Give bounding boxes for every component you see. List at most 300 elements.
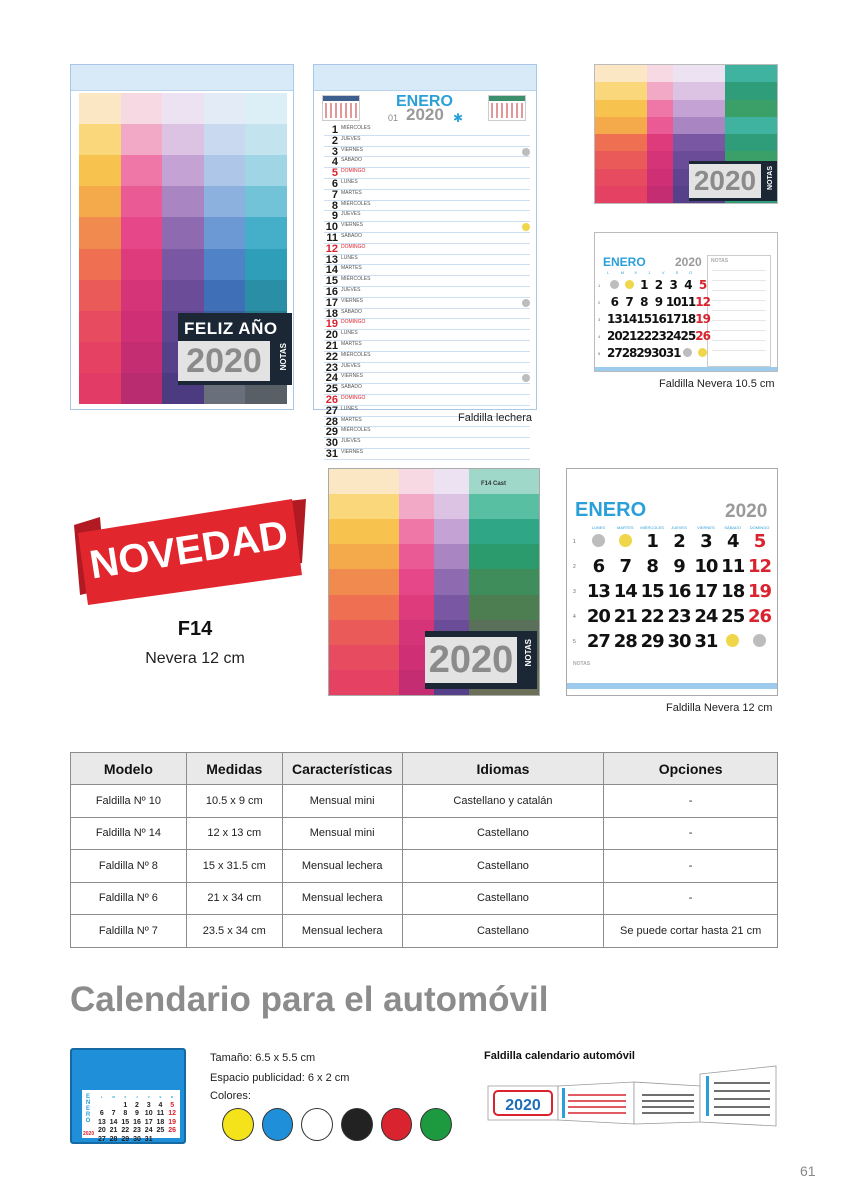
weekday-label: DOMINGO: [749, 525, 770, 530]
table-header-cell: Medidas: [186, 753, 282, 785]
car-calendar-day: 16: [133, 1118, 141, 1126]
car-calendar-card: [82, 1090, 180, 1143]
day-number: 31: [325, 447, 338, 460]
car-calendar-day: 9: [135, 1110, 139, 1117]
day-weekday: VIERNES: [341, 448, 363, 455]
calendar-day: 5: [698, 278, 707, 292]
calendar-day: 8: [646, 556, 658, 577]
ad-space-spec: Espacio publicidad: 6 x 2 cm: [210, 1072, 350, 1084]
star-icon: ✱: [453, 111, 464, 125]
section-title: Calendario para el automóvil: [70, 980, 549, 1019]
day-row: [324, 179, 530, 190]
weekday-label: LUNES: [591, 525, 606, 530]
calendar-day: 20: [607, 329, 622, 343]
table-cell: 10.5 x 9 cm: [186, 785, 282, 818]
calendar-day: 21: [621, 329, 637, 343]
day-weekday: DOMINGO: [341, 243, 366, 250]
day-row: [324, 330, 530, 341]
table-cell: Castellano: [402, 850, 604, 883]
novedad-ribbon: [70, 497, 310, 609]
calendar-year: 2020: [675, 255, 702, 269]
colors-label: Colores:: [210, 1090, 251, 1102]
weekday-label: MARTES: [616, 525, 634, 530]
color-swatch-blue: [262, 1108, 294, 1141]
color-swatches: [222, 1108, 452, 1140]
badge-year: 2020: [425, 637, 517, 683]
weekday-label: S: [675, 270, 679, 275]
badge-year: 2020: [689, 164, 761, 198]
car-calendar-day: 13: [97, 1118, 106, 1126]
notes-label: NOTAS: [711, 258, 729, 264]
weekday-label: V: [661, 270, 665, 275]
bottom-bar: [567, 683, 777, 689]
table-header-cell: Idiomas: [402, 753, 604, 785]
table-cell: -: [604, 817, 778, 850]
day-row: [324, 363, 530, 374]
table-cell: Faldilla Nº 6: [71, 882, 187, 915]
table-cell: -: [604, 850, 778, 883]
calendar-day: 2: [673, 531, 685, 552]
day-weekday: MARTES: [341, 265, 362, 272]
calendar-day: 19: [748, 581, 772, 602]
week-number: 2: [598, 300, 601, 305]
car-calendar-image: [70, 1048, 186, 1144]
calendar-day: 7: [619, 556, 632, 577]
faldilla-nevera-105-mosaic-image: [594, 64, 778, 204]
faldilla-lechera-mosaic-image: [70, 64, 294, 410]
table-cell: Castellano: [402, 882, 604, 915]
table-cell: Mensual lechera: [282, 850, 402, 883]
calendar-day: 19: [695, 312, 710, 326]
moon-phase-icon: [522, 148, 530, 156]
car-calendar-day: 17: [144, 1118, 153, 1126]
day-row: [324, 287, 530, 298]
weekday-label: M: [620, 270, 625, 275]
weekday-label: JUEVES: [671, 525, 687, 530]
calendar-day: 30: [667, 631, 691, 652]
calendar-day: 17: [665, 312, 681, 326]
table-header-row: [71, 753, 778, 785]
car-calendar-day: 5: [170, 1101, 175, 1109]
day-weekday: VIERNES: [341, 373, 363, 380]
car-weekday-label: X: [124, 1095, 127, 1099]
day-weekday: MARTES: [341, 416, 362, 423]
year-badge: [689, 161, 777, 201]
table-cell: Castellano: [402, 817, 604, 850]
day-row: [324, 233, 530, 244]
moon-phase-icon: [719, 631, 746, 656]
day-weekday: SÁBADO: [341, 308, 362, 315]
badge-title: FELIZ AÑO: [184, 319, 278, 338]
day-number: 4: [331, 156, 338, 169]
notes-label: NOTAS: [573, 661, 591, 667]
day-grid: [607, 277, 710, 362]
weekday-header: [585, 525, 773, 530]
day-number: 9: [331, 210, 338, 223]
calendar-month: ENERO: [603, 255, 646, 269]
day-weekday: DOMINGO: [341, 319, 366, 326]
day-row: [324, 255, 530, 266]
calendar-day: 20: [586, 606, 610, 627]
calendar-day: 25: [721, 606, 745, 627]
day-row: [324, 309, 530, 320]
day-number: 7: [331, 188, 338, 201]
car-calendar-strip-image: [484, 1064, 780, 1136]
car-calendar-day: 11: [156, 1110, 165, 1117]
calendar-day: 27: [607, 346, 622, 360]
table-cell: Mensual lechera: [282, 915, 402, 948]
calendar-day: 24: [665, 329, 681, 343]
day-row: [324, 276, 530, 287]
calendar-year: 2020: [725, 501, 768, 522]
car-calendar-day: 7: [111, 1110, 116, 1117]
week-number: 5: [573, 639, 576, 645]
calendar-day: 14: [613, 581, 637, 602]
weekday-label: D: [689, 270, 693, 275]
day-row: [324, 427, 530, 438]
day-number: 8: [331, 199, 338, 212]
car-weekday-label: J: [136, 1095, 138, 1099]
color-swatch-yellow: [222, 1108, 254, 1141]
day-number: 13: [325, 253, 338, 266]
weekday-label: J: [648, 270, 651, 275]
calendar-day: 1: [646, 531, 658, 552]
car-calendar-day: 1: [123, 1101, 128, 1109]
moon-phase-icon: [695, 345, 710, 362]
car-weekday-label: D: [171, 1095, 174, 1099]
day-number: 14: [325, 264, 338, 277]
week-number: 1: [573, 539, 576, 545]
week-number: 1: [598, 283, 601, 288]
models-table: [70, 752, 778, 948]
car-calendar-day: 6: [99, 1110, 104, 1117]
day-list: [324, 125, 530, 460]
color-swatch-red: [381, 1108, 413, 1141]
table-row: [71, 915, 778, 948]
day-number: 11: [326, 231, 338, 244]
weekday-label: SÁBADO: [724, 525, 742, 530]
day-row: [324, 190, 530, 201]
week-number: 3: [573, 589, 576, 595]
size-spec: Tamaño: 6.5 x 5.5 cm: [210, 1052, 316, 1064]
faldilla-nevera-12-calendar-image: [566, 468, 778, 696]
moon-phase-icon: [622, 277, 637, 294]
table-row: [71, 850, 778, 883]
hanger-strip: [71, 65, 293, 91]
day-number: 6: [331, 177, 338, 190]
strip-title: Faldilla calendario automóvil: [484, 1050, 635, 1062]
calendar-day: 11: [721, 556, 745, 577]
moon-phase-icon: [522, 223, 530, 231]
moon-phase-icon: [681, 345, 696, 362]
car-calendar-day: 22: [121, 1127, 130, 1134]
day-row: [324, 125, 530, 136]
calendar-day: 18: [680, 312, 696, 326]
day-number: 20: [325, 329, 338, 342]
day-number: 15: [325, 275, 338, 288]
car-month-letter: O: [85, 1118, 91, 1124]
car-month-letter: R: [85, 1112, 91, 1118]
calendar-day: 12: [695, 295, 710, 309]
calendar-day: 29: [636, 346, 652, 360]
car-calendar-day: [96, 1102, 108, 1111]
car-calendar-year: 2020: [83, 1131, 95, 1137]
calendar-day: 9: [673, 556, 685, 577]
year-badge: [178, 313, 292, 385]
day-weekday: JUEVES: [341, 286, 361, 293]
weekday-label: L: [607, 270, 610, 275]
table-header-cell: Modelo: [71, 753, 187, 785]
calendar-day: 12: [748, 556, 772, 577]
day-grid: [585, 531, 773, 656]
day-number: 5: [331, 167, 338, 180]
day-row: [324, 352, 530, 363]
moon-phase-icon: [522, 299, 530, 307]
calendar-day: 30: [651, 346, 666, 360]
calendar-day: 3: [700, 531, 712, 552]
day-number: 26: [325, 393, 338, 406]
calendar-day: 6: [592, 556, 605, 577]
month-number: 01: [388, 113, 399, 123]
page-number: 61: [800, 1163, 816, 1179]
car-calendar-day: 12: [168, 1110, 177, 1117]
calendar-day: 31: [665, 346, 681, 360]
car-calendar-day: [108, 1102, 120, 1111]
car-calendar-grid: [96, 1093, 178, 1144]
calendar-day: 5: [753, 531, 766, 552]
car-calendar-day: 21: [109, 1127, 118, 1134]
car-calendar-day: 25: [156, 1127, 165, 1134]
day-number: 10: [325, 221, 338, 234]
calendar-day: 4: [726, 531, 739, 552]
calendar-day: 25: [680, 329, 696, 343]
faldilla-nevera-105-calendar-image: [594, 232, 778, 372]
caption-nevera-12: Faldilla Nevera 12 cm: [666, 702, 773, 714]
day-weekday: DOMINGO: [341, 394, 366, 401]
car-weekday-label: S: [159, 1095, 162, 1099]
calendar-day: 11: [680, 295, 696, 309]
week-number: 2: [573, 564, 576, 570]
day-number: 3: [331, 145, 338, 158]
table-cell: 12 x 13 cm: [186, 817, 282, 850]
badge-notas: NOTAS: [279, 343, 288, 371]
calendar-day: 10: [665, 295, 681, 309]
day-number: 1: [331, 124, 338, 136]
day-row: [324, 438, 530, 449]
day-weekday: MARTES: [341, 340, 362, 347]
day-number: 28: [325, 415, 338, 428]
day-weekday: MIÉRCOLES: [341, 200, 371, 207]
day-number: 25: [325, 383, 338, 396]
car-calendar-day: 15: [121, 1118, 130, 1126]
car-calendar-day: 10: [144, 1110, 153, 1117]
car-calendar-day: 2: [135, 1101, 139, 1109]
table-cell: Faldilla Nº 14: [71, 817, 187, 850]
year-badge: [425, 631, 537, 689]
table-cell: 23.5 x 34 cm: [186, 915, 282, 948]
car-calendar-day: 30: [133, 1135, 141, 1143]
weekday-label: X: [634, 270, 638, 275]
table-cell: Mensual lechera: [282, 882, 402, 915]
car-calendar-day: [155, 1136, 167, 1145]
day-number: 22: [325, 350, 338, 363]
table-cell: 15 x 31.5 cm: [186, 850, 282, 883]
day-weekday: JUEVES: [341, 362, 361, 369]
calendar-day: 22: [636, 329, 652, 343]
car-month-letter: E: [85, 1106, 90, 1112]
moon-phase-icon: [607, 277, 622, 294]
day-row: [324, 201, 530, 212]
day-row: [324, 168, 530, 179]
calendar-day: 15: [640, 581, 664, 602]
strip-year: 2020: [505, 1097, 541, 1114]
day-row: [324, 265, 530, 276]
calendar-day: 26: [748, 606, 772, 627]
day-row: [324, 449, 530, 460]
table-row: [71, 817, 778, 850]
calendar-day: 26: [695, 329, 710, 343]
day-row: [324, 136, 530, 147]
day-row: [324, 244, 530, 255]
car-calendar-day: 29: [121, 1135, 130, 1143]
day-weekday: MIÉRCOLES: [341, 125, 371, 131]
day-weekday: SÁBADO: [341, 157, 362, 164]
day-row: [324, 384, 530, 395]
notes-box: [707, 255, 771, 367]
day-weekday: MIÉRCOLES: [341, 351, 371, 358]
caption-nevera-105: Faldilla Nevera 10.5 cm: [659, 378, 775, 390]
calendar-day: 24: [694, 606, 718, 627]
car-weekday-label: M: [112, 1095, 115, 1099]
day-weekday: MIÉRCOLES: [341, 276, 371, 283]
table-cell: Faldilla Nº 7: [71, 915, 187, 948]
table-cell: Mensual mini: [282, 785, 402, 818]
day-weekday: MARTES: [341, 189, 362, 196]
table-header-cell: Opciones: [604, 753, 778, 785]
day-number: 30: [325, 437, 338, 450]
novedad-text: NOVEDAD: [86, 512, 292, 588]
day-number: 12: [325, 242, 338, 255]
calendar-day: 10: [694, 556, 718, 577]
calendar-day: 13: [586, 581, 610, 602]
week-number: 5: [598, 351, 601, 356]
day-row: [324, 319, 530, 330]
moon-phase-icon: [612, 531, 639, 556]
calendar-day: 15: [636, 312, 652, 326]
car-calendar-day: 31: [144, 1135, 153, 1143]
calendar-day: 22: [640, 606, 664, 627]
calendar-day: 13: [607, 312, 622, 326]
day-weekday: LUNES: [341, 254, 358, 261]
table-row: [71, 785, 778, 818]
day-row: [324, 341, 530, 352]
color-swatch-black: [341, 1108, 373, 1141]
day-row: [324, 157, 530, 168]
caption-lechera: Faldilla lechera: [458, 412, 532, 424]
day-weekday: LUNES: [341, 178, 358, 185]
day-number: 21: [325, 339, 338, 352]
table-cell: Faldilla Nº 10: [71, 785, 187, 818]
calendar-day: 27: [586, 631, 610, 652]
day-number: 29: [325, 426, 338, 439]
day-weekday: JUEVES: [341, 135, 361, 142]
car-calendar-day: 4: [158, 1101, 163, 1109]
day-weekday: JUEVES: [341, 211, 361, 218]
moon-phase-icon: [522, 374, 530, 382]
calendar-day: 1: [640, 278, 648, 292]
day-row: [324, 222, 530, 233]
calendar-day: 14: [621, 312, 637, 326]
day-row: [324, 395, 530, 406]
calendar-day: 17: [694, 581, 718, 602]
day-row: [324, 373, 530, 384]
day-weekday: LUNES: [341, 405, 358, 412]
f14-cast-label: F14 Cast: [481, 481, 507, 487]
table-cell: 21 x 34 cm: [186, 882, 282, 915]
calendar-day: 6: [610, 295, 619, 309]
table-cell: Castellano y catalán: [402, 785, 604, 818]
weekday-label: VIERNES: [697, 525, 715, 530]
day-weekday: VIERNES: [341, 297, 363, 304]
day-row: [324, 298, 530, 309]
car-calendar-month: [84, 1094, 92, 1124]
calendar-day: 28: [613, 631, 637, 652]
day-number: 27: [325, 404, 338, 417]
hanger-strip: [314, 65, 536, 91]
week-number: 3: [598, 317, 601, 322]
f14-cast-mosaic-image: [328, 468, 540, 696]
car-calendar-day: [166, 1136, 178, 1145]
table-cell: Castellano: [402, 915, 604, 948]
table-cell: -: [604, 785, 778, 818]
color-swatch-green: [420, 1108, 452, 1141]
day-weekday: VIERNES: [341, 222, 363, 229]
calendar-day: 28: [621, 346, 637, 360]
month-year: 2020: [406, 105, 444, 124]
table-cell: Se puede cortar hasta 21 cm: [604, 915, 778, 948]
calendar-day: 21: [613, 606, 637, 627]
table-cell: -: [604, 882, 778, 915]
car-month-letter: N: [85, 1100, 91, 1106]
car-calendar-day: 3: [146, 1101, 151, 1109]
calendar-day: 16: [667, 581, 691, 602]
car-calendar-day: 24: [144, 1127, 153, 1134]
day-number: 17: [325, 296, 338, 309]
table-cell: Faldilla Nº 8: [71, 850, 187, 883]
calendar-day: 2: [654, 278, 663, 292]
day-row: [324, 211, 530, 222]
car-calendar-day: 23: [133, 1127, 141, 1134]
day-row: [324, 147, 530, 158]
calendar-day: 18: [721, 581, 745, 602]
bottom-bar: [595, 367, 777, 371]
car-calendar-day: 19: [168, 1118, 177, 1126]
table-row: [71, 882, 778, 915]
badge-notas: NOTAS: [767, 166, 774, 190]
day-weekday: MIÉRCOLES: [341, 427, 371, 434]
calendar-day: 29: [640, 631, 664, 652]
calendar-day: 4: [684, 278, 692, 292]
day-weekday: DOMINGO: [341, 168, 366, 175]
moon-phase-icon: [585, 531, 612, 556]
car-calendar-day: 14: [109, 1118, 118, 1126]
moon-phase-icon: [746, 631, 773, 656]
car-calendar-day: 20: [97, 1127, 106, 1134]
day-weekday: LUNES: [341, 330, 358, 337]
day-weekday: SÁBADO: [341, 384, 362, 391]
car-weekday-label: V: [147, 1095, 150, 1099]
novedad-model: F14: [177, 618, 213, 640]
